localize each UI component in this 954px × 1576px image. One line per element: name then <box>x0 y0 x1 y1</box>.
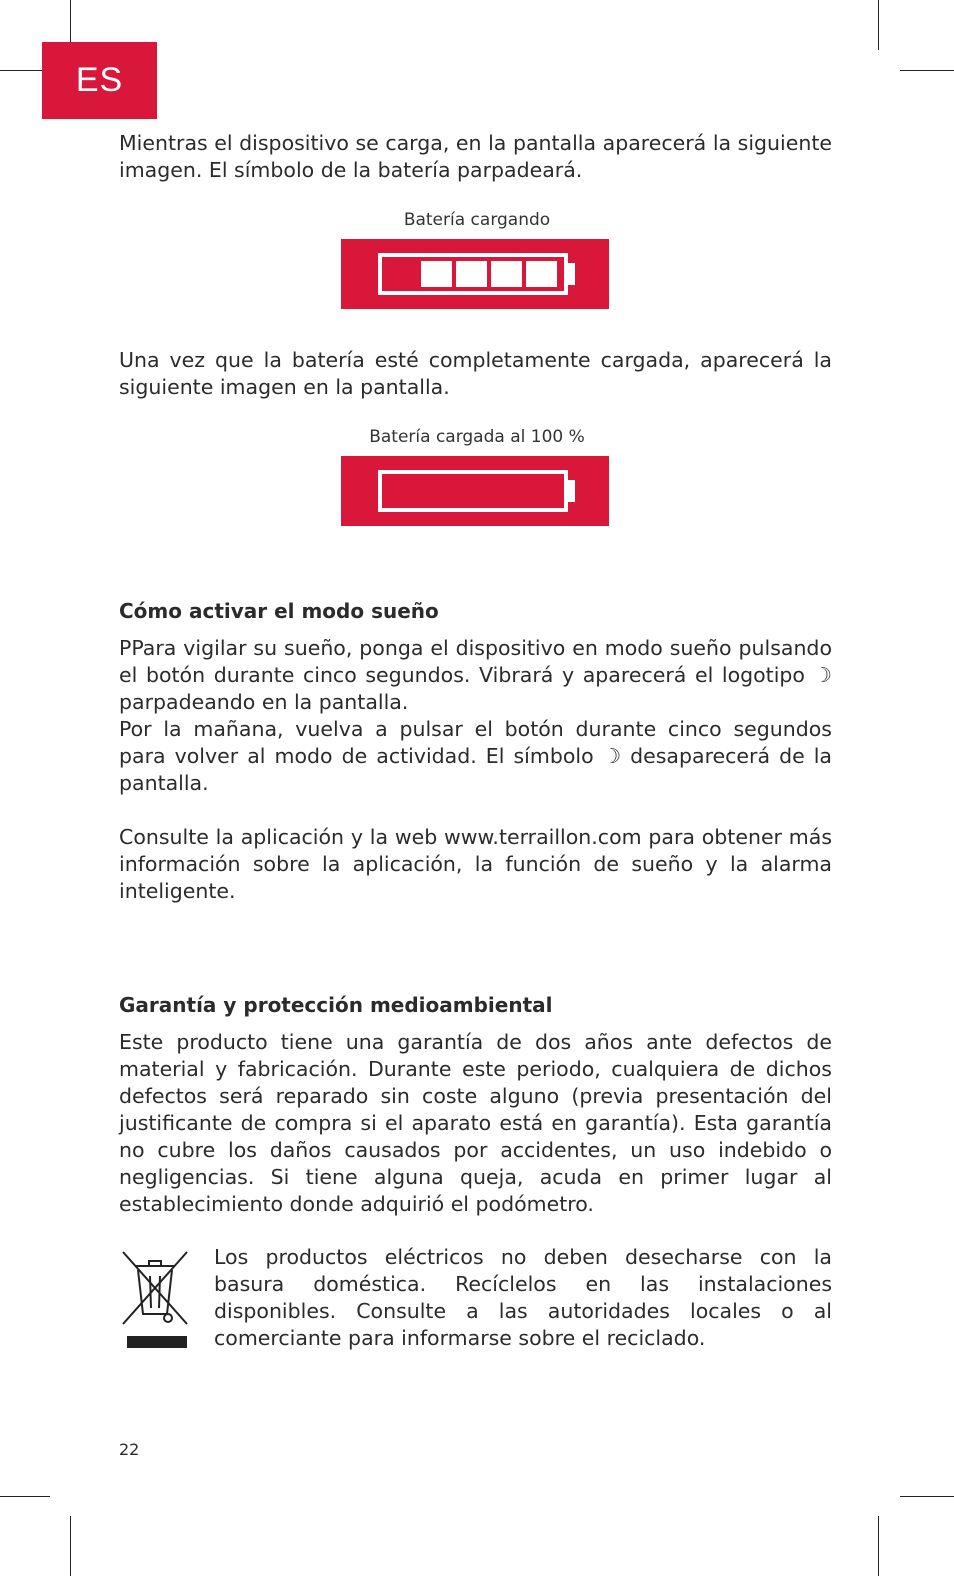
sleep-paragraph-3: Consulte la aplicación y la web www.terraillon.com para obtener más información sobre la aplicación, la función de sueño y la alarma inteligente. <box>119 825 832 903</box>
battery-charging-icon <box>378 253 568 295</box>
sleep-section <box>119 598 832 905</box>
moon-icon: ☽ <box>602 744 622 768</box>
sleep-text-1a: PPara vigilar su sueño, ponga el dispositivo en modo sueño pulsando el botón durante cinco segundos. Vibrará y aparecerá el logotipo <box>119 636 832 687</box>
crop-mark <box>0 1496 50 1497</box>
moon-icon: ☽ <box>813 663 832 687</box>
sleep-text-1b: parpadeando en la pantalla. <box>119 690 409 714</box>
warranty-heading: Garantía y protección medioambiental <box>119 993 553 1017</box>
charged-text: Una vez que la batería esté completamente cargada, aparecerá la siguiente imagen en la pantalla. <box>119 348 832 399</box>
battery-segment <box>386 261 417 287</box>
charged-paragraph <box>119 347 832 401</box>
battery-segment <box>456 261 487 287</box>
warranty-section <box>119 992 832 1218</box>
battery-segment <box>421 261 452 287</box>
battery-full-display <box>341 456 609 526</box>
charging-caption: Batería cargando <box>403 210 551 230</box>
sleep-paragraph-1 <box>119 635 832 716</box>
sleep-text-2b: desaparecerá de la pantalla. <box>119 744 832 795</box>
sleep-text-2a: Por la mañana, vuelva a pulsar el botón durante cinco segundos para volver al modo de actividad. El símbolo <box>119 717 832 768</box>
battery-segment <box>526 478 557 504</box>
crop-mark <box>900 70 954 71</box>
charging-paragraph <box>119 130 832 184</box>
charged-caption: Batería cargada al 100 % <box>369 427 585 447</box>
crop-mark <box>70 1516 71 1576</box>
battery-segment <box>526 261 557 287</box>
battery-segment <box>491 261 522 287</box>
warranty-paragraph: Este producto tiene una garantía de dos años ante defectos de material y fabricación. Durante este periodo, cualquiera de dichos defectos será reparado sin coste alguno (previa presentación del justificante de compra si el aparato está en garantía). Esta garantía no cubre los daños causados por accidentes, un uso indebido o negligencias. Si tiene alguna queja, acuda en primer lugar al establecimiento donde adquirió el podómetro. <box>119 1030 832 1216</box>
sleep-paragraph-2 <box>119 716 832 797</box>
sleep-heading: Cómo activar el modo sueño <box>119 599 439 623</box>
battery-cells <box>386 478 560 504</box>
battery-tip <box>568 480 575 502</box>
recycling-text: Los productos eléctricos no deben desecharse con la basura doméstica. Recíclelos en las instalaciones disponibles. Consulte a las autoridades locales o al comerciante para informarse sobre el reciclado. <box>214 1245 832 1350</box>
charging-text: Mientras el dispositivo se carga, en la pantalla aparecerá la siguiente imagen. El símbolo de la batería parpadeará. <box>119 131 832 182</box>
crop-mark <box>900 1496 954 1497</box>
battery-charging-display <box>341 239 609 309</box>
battery-cells <box>386 261 560 287</box>
battery-tip <box>568 263 575 285</box>
crop-mark <box>878 0 879 50</box>
weee-recycling-icon <box>119 1248 191 1352</box>
battery-segment <box>421 478 452 504</box>
battery-segment <box>386 478 417 504</box>
language-tab: ES <box>42 42 157 119</box>
page-number: 22 <box>119 1440 140 1459</box>
battery-full-icon <box>378 470 568 512</box>
battery-segment <box>456 478 487 504</box>
battery-segment <box>491 478 522 504</box>
crop-mark <box>878 1516 879 1576</box>
